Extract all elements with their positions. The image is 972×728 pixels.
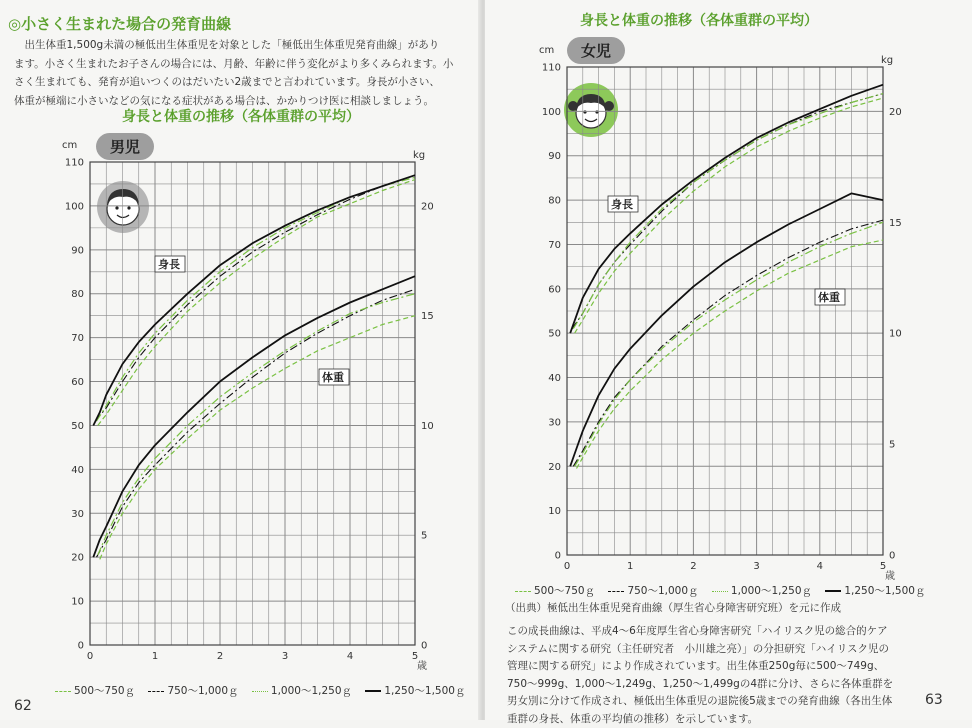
desc-line: 管理に関する研究」により作成されています。出生体重250g毎に500〜749g、 (507, 658, 957, 676)
y-tick-label-left: 0 (78, 641, 84, 652)
girls-growth-chart (515, 45, 945, 585)
curve-label (319, 369, 349, 385)
y-tick-label-left: 50 (71, 421, 84, 432)
curve-label (608, 196, 638, 212)
x-tick-label: 3 (282, 651, 288, 662)
desc-line: システムに関する研究（主任研究者 小川雄之亮）」の分担研究「ハイリスク児の (507, 641, 957, 659)
x-tick-label: 2 (217, 651, 223, 662)
page-number-right: 63 (925, 692, 943, 708)
legend-swatch-dashdot-green (252, 691, 268, 692)
legend-swatch-dashed-green (515, 591, 531, 592)
y-tick-label-left: 20 (548, 462, 561, 473)
series-line (93, 175, 415, 425)
y-tick-label-right: 10 (889, 329, 902, 340)
x-axis-unit: 歳 (417, 659, 427, 672)
desc-line: この成長曲線は、平成4〜6年度厚生省心身障害研究「ハイリスク児の総合的ケア (507, 623, 957, 641)
x-tick-label: 1 (627, 561, 633, 572)
x-tick-label: 4 (347, 651, 353, 662)
girls-badge: 女児 (567, 37, 625, 64)
series-line (97, 289, 416, 557)
x-tick-label: 0 (564, 561, 570, 572)
y-tick-label-left: 110 (542, 63, 561, 74)
y-tick-label-left: 70 (71, 333, 84, 344)
series-line (100, 316, 415, 560)
x-tick-label: 4 (817, 561, 823, 572)
x-tick-label: 5 (412, 651, 418, 662)
y-tick-label-right: 10 (421, 421, 434, 432)
y-tick-label-left: 50 (548, 329, 561, 340)
legend-boys (55, 683, 475, 698)
legend-item: 1,000〜1,250ｇ (252, 683, 352, 698)
x-axis-unit: 歳 (885, 569, 895, 582)
x-tick-label: 3 (753, 561, 759, 572)
y-tick-label-left: 30 (71, 509, 84, 520)
series-line (93, 276, 415, 557)
series-line (98, 180, 415, 426)
boys-growth-chart (30, 140, 450, 680)
boys-badge: 男児 (96, 133, 154, 160)
legend-item: 750〜1,000ｇ (608, 583, 698, 598)
chart-title-girls: 身長と体重の推移（各体重群の平均） (580, 10, 818, 30)
y-tick-label-left: 80 (71, 289, 84, 300)
y-axis-unit-left: cm (62, 140, 77, 151)
intro-line: ます。小さく生まれたお子さんの場合には、月齢、年齢に伴う変化がより多くみられます。小 (14, 55, 466, 74)
series-line (573, 220, 883, 466)
section-title: ◎小さく生まれた場合の発育曲線 (8, 13, 231, 34)
curve-label (815, 289, 845, 305)
legend-item: 1,000〜1,250ｇ (712, 583, 812, 598)
legend-item: 1,250〜1,500ｇ (825, 583, 925, 598)
y-axis-unit-right: kg (413, 150, 425, 161)
y-tick-label-left: 80 (548, 196, 561, 207)
y-tick-label-left: 20 (71, 553, 84, 564)
legend-item: 500〜750ｇ (55, 683, 135, 698)
x-tick-label: 1 (152, 651, 158, 662)
desc-line: 重群の身長、体重の平均値の推移）を示しています。 (507, 711, 957, 728)
series-line (98, 294, 415, 555)
intro-line: さく生まれても、発育が追いつくのはだいたい2歳までと言われています。身長が小さい、 (14, 73, 466, 92)
y-tick-label-left: 40 (548, 373, 561, 384)
y-axis-unit-right: kg (881, 55, 893, 66)
legend-swatch-dashdot-black (148, 691, 164, 692)
legend-swatch-dashed-green (55, 691, 71, 692)
y-tick-label-left: 30 (548, 417, 561, 428)
chart-grid (90, 162, 415, 645)
y-tick-label-left: 40 (71, 465, 84, 476)
y-tick-label-left: 10 (548, 506, 561, 517)
curve-label (155, 256, 185, 272)
y-tick-label-right: 15 (889, 218, 902, 229)
description-text (507, 623, 957, 728)
y-tick-label-left: 70 (548, 240, 561, 251)
x-tick-label: 2 (690, 561, 696, 572)
legend-swatch-dashdot-black (608, 591, 624, 592)
intro-line: 出生体重1,500g未満の極低出生体重児を対象とした「極低出生体重児発育曲線」があり (14, 36, 466, 55)
legend-swatch-solid-black (365, 690, 381, 692)
y-tick-label-right: 0 (889, 551, 895, 562)
series-line (97, 177, 416, 421)
y-tick-label-right: 20 (889, 107, 902, 118)
page-number-left: 62 (14, 698, 32, 714)
y-tick-label-right: 5 (889, 440, 895, 451)
curve-label-text: 身長 (611, 197, 633, 211)
y-tick-label-left: 60 (548, 284, 561, 295)
series-line (577, 240, 884, 469)
y-tick-label-left: 90 (548, 151, 561, 162)
y-tick-label-right: 15 (421, 311, 434, 322)
y-axis-unit-left: cm (539, 45, 554, 56)
legend-item: 1,250〜1,500ｇ (365, 683, 465, 698)
x-tick-label: 0 (87, 651, 93, 662)
source-note: （出典）極低出生体重児発育曲線（厚生省心身障害研究班）を元に作成 (505, 600, 841, 615)
y-tick-label-left: 90 (71, 245, 84, 256)
series-line (95, 175, 415, 421)
series-line (570, 193, 883, 466)
y-tick-label-left: 100 (65, 201, 84, 212)
desc-line: 750〜999g、1,000〜1,249g、1,250〜1,499gの4群に分け、さらに各体重群を (507, 676, 957, 694)
legend-item: 500〜750ｇ (515, 583, 595, 598)
intro-line: 体重が極端に小さいなどの気になる症状がある場合は、かかりつけ医に相談しましょう。 (14, 92, 466, 111)
y-tick-label-right: 0 (421, 641, 427, 652)
y-tick-label-left: 110 (65, 158, 84, 169)
y-tick-label-left: 10 (71, 597, 84, 608)
curve-label-text: 体重 (818, 290, 840, 304)
y-tick-label-left: 60 (71, 377, 84, 388)
y-tick-label-left: 0 (555, 551, 561, 562)
legend-swatch-dashdot-green (712, 591, 728, 592)
desc-line: 男女別に分けて作成され、極低出生体重児の退院後5歳までの発育曲線（各出生体 (507, 693, 957, 711)
legend-item: 750〜1,000ｇ (148, 683, 238, 698)
y-tick-label-left: 100 (542, 107, 561, 118)
legend-girls (515, 583, 935, 598)
chart-title-boys: 身長と体重の推移（各体重群の平均） (122, 106, 360, 126)
y-tick-label-right: 20 (421, 201, 434, 212)
intro-text (14, 36, 466, 110)
curve-label-text: 体重 (322, 370, 344, 384)
curve-label-text: 身長 (158, 257, 180, 271)
x-tick-label: 5 (880, 561, 886, 572)
legend-swatch-solid-black (825, 590, 841, 592)
left-page (0, 0, 481, 720)
right-page (485, 0, 972, 720)
y-tick-label-right: 5 (421, 531, 427, 542)
